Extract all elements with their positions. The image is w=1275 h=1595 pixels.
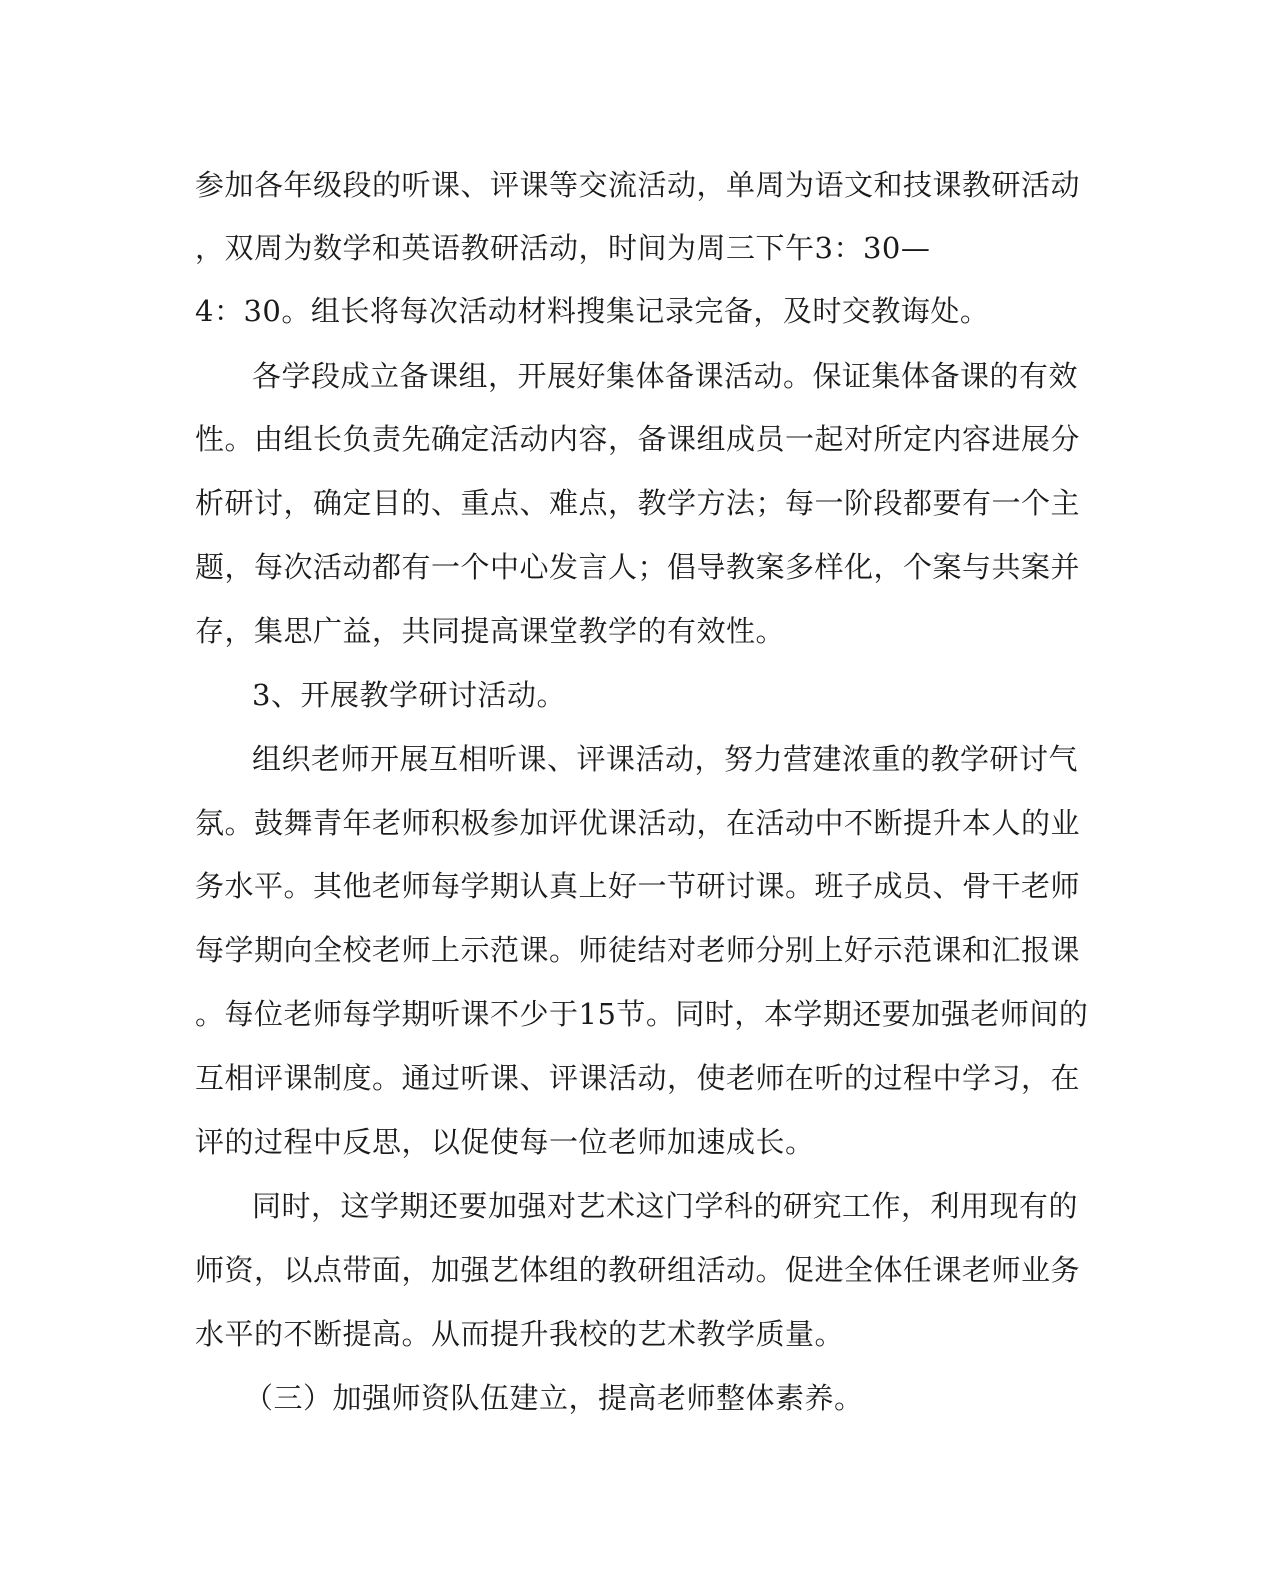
section-heading: 3、开展教学研讨活动。: [252, 678, 566, 712]
paragraph-start-line: 同时，这学期还要加强对艺术这门学科的研究工作，利用现有的: [252, 1189, 1079, 1223]
paragraph-start-line: 组织老师开展互相听课、评课活动，努力营建浓重的教学研讨气: [252, 742, 1079, 776]
text-line: 务水平。其他老师每学期认真上好一节研讨课。班子成员、骨干老师: [195, 869, 1081, 903]
text-line: 氛。鼓舞青年老师积极参加评优课活动，在活动中不断提升本人的业: [195, 806, 1081, 840]
text-line: 每学期向全校老师上示范课。师徒结对老师分别上好示范课和汇报课: [195, 933, 1081, 967]
text-line: 师资，以点带面，加强艺体组的教研组活动。促进全体任课老师业务: [195, 1253, 1081, 1287]
text-line: 参加各年级段的听课、评课等交流活动，单周为语文和技课教研活动: [195, 168, 1081, 202]
paragraph-start-line: 各学段成立备课组，开展好集体备课活动。保证集体备课的有效: [252, 359, 1079, 393]
text-line: 4：30。组长将每次活动材料搜集记录完备，及时交教诲处。: [195, 294, 990, 328]
text-line: 题，每次活动都有一个中心发言人；倡导教案多样化，个案与共案并: [195, 550, 1081, 584]
section-heading: （三）加强师资队伍建立，提高老师整体素养。: [244, 1381, 864, 1415]
text-line: 性。由组长负责先确定活动内容，备课组成员一起对所定内容进展分: [195, 422, 1081, 456]
text-line: 存，集思广益，共同提高课堂教学的有效性。: [195, 614, 786, 648]
text-line: 水平的不断提高。从而提升我校的艺术教学质量。: [195, 1317, 845, 1351]
text-line: 互相评课制度。通过听课、评课活动，使老师在听的过程中学习，在: [195, 1061, 1081, 1095]
text-line: 析研讨，确定目的、重点、难点，教学方法；每一阶段都要有一个主: [195, 486, 1081, 520]
text-line: ，双周为数学和英语教研活动，时间为周三下午3：30—: [195, 231, 931, 265]
text-line: 评的过程中反思，以促使每一位老师加速成长。: [195, 1125, 815, 1159]
text-line: 。每位老师每学期听课不少于15节。同时，本学期还要加强老师间的: [195, 997, 1089, 1031]
